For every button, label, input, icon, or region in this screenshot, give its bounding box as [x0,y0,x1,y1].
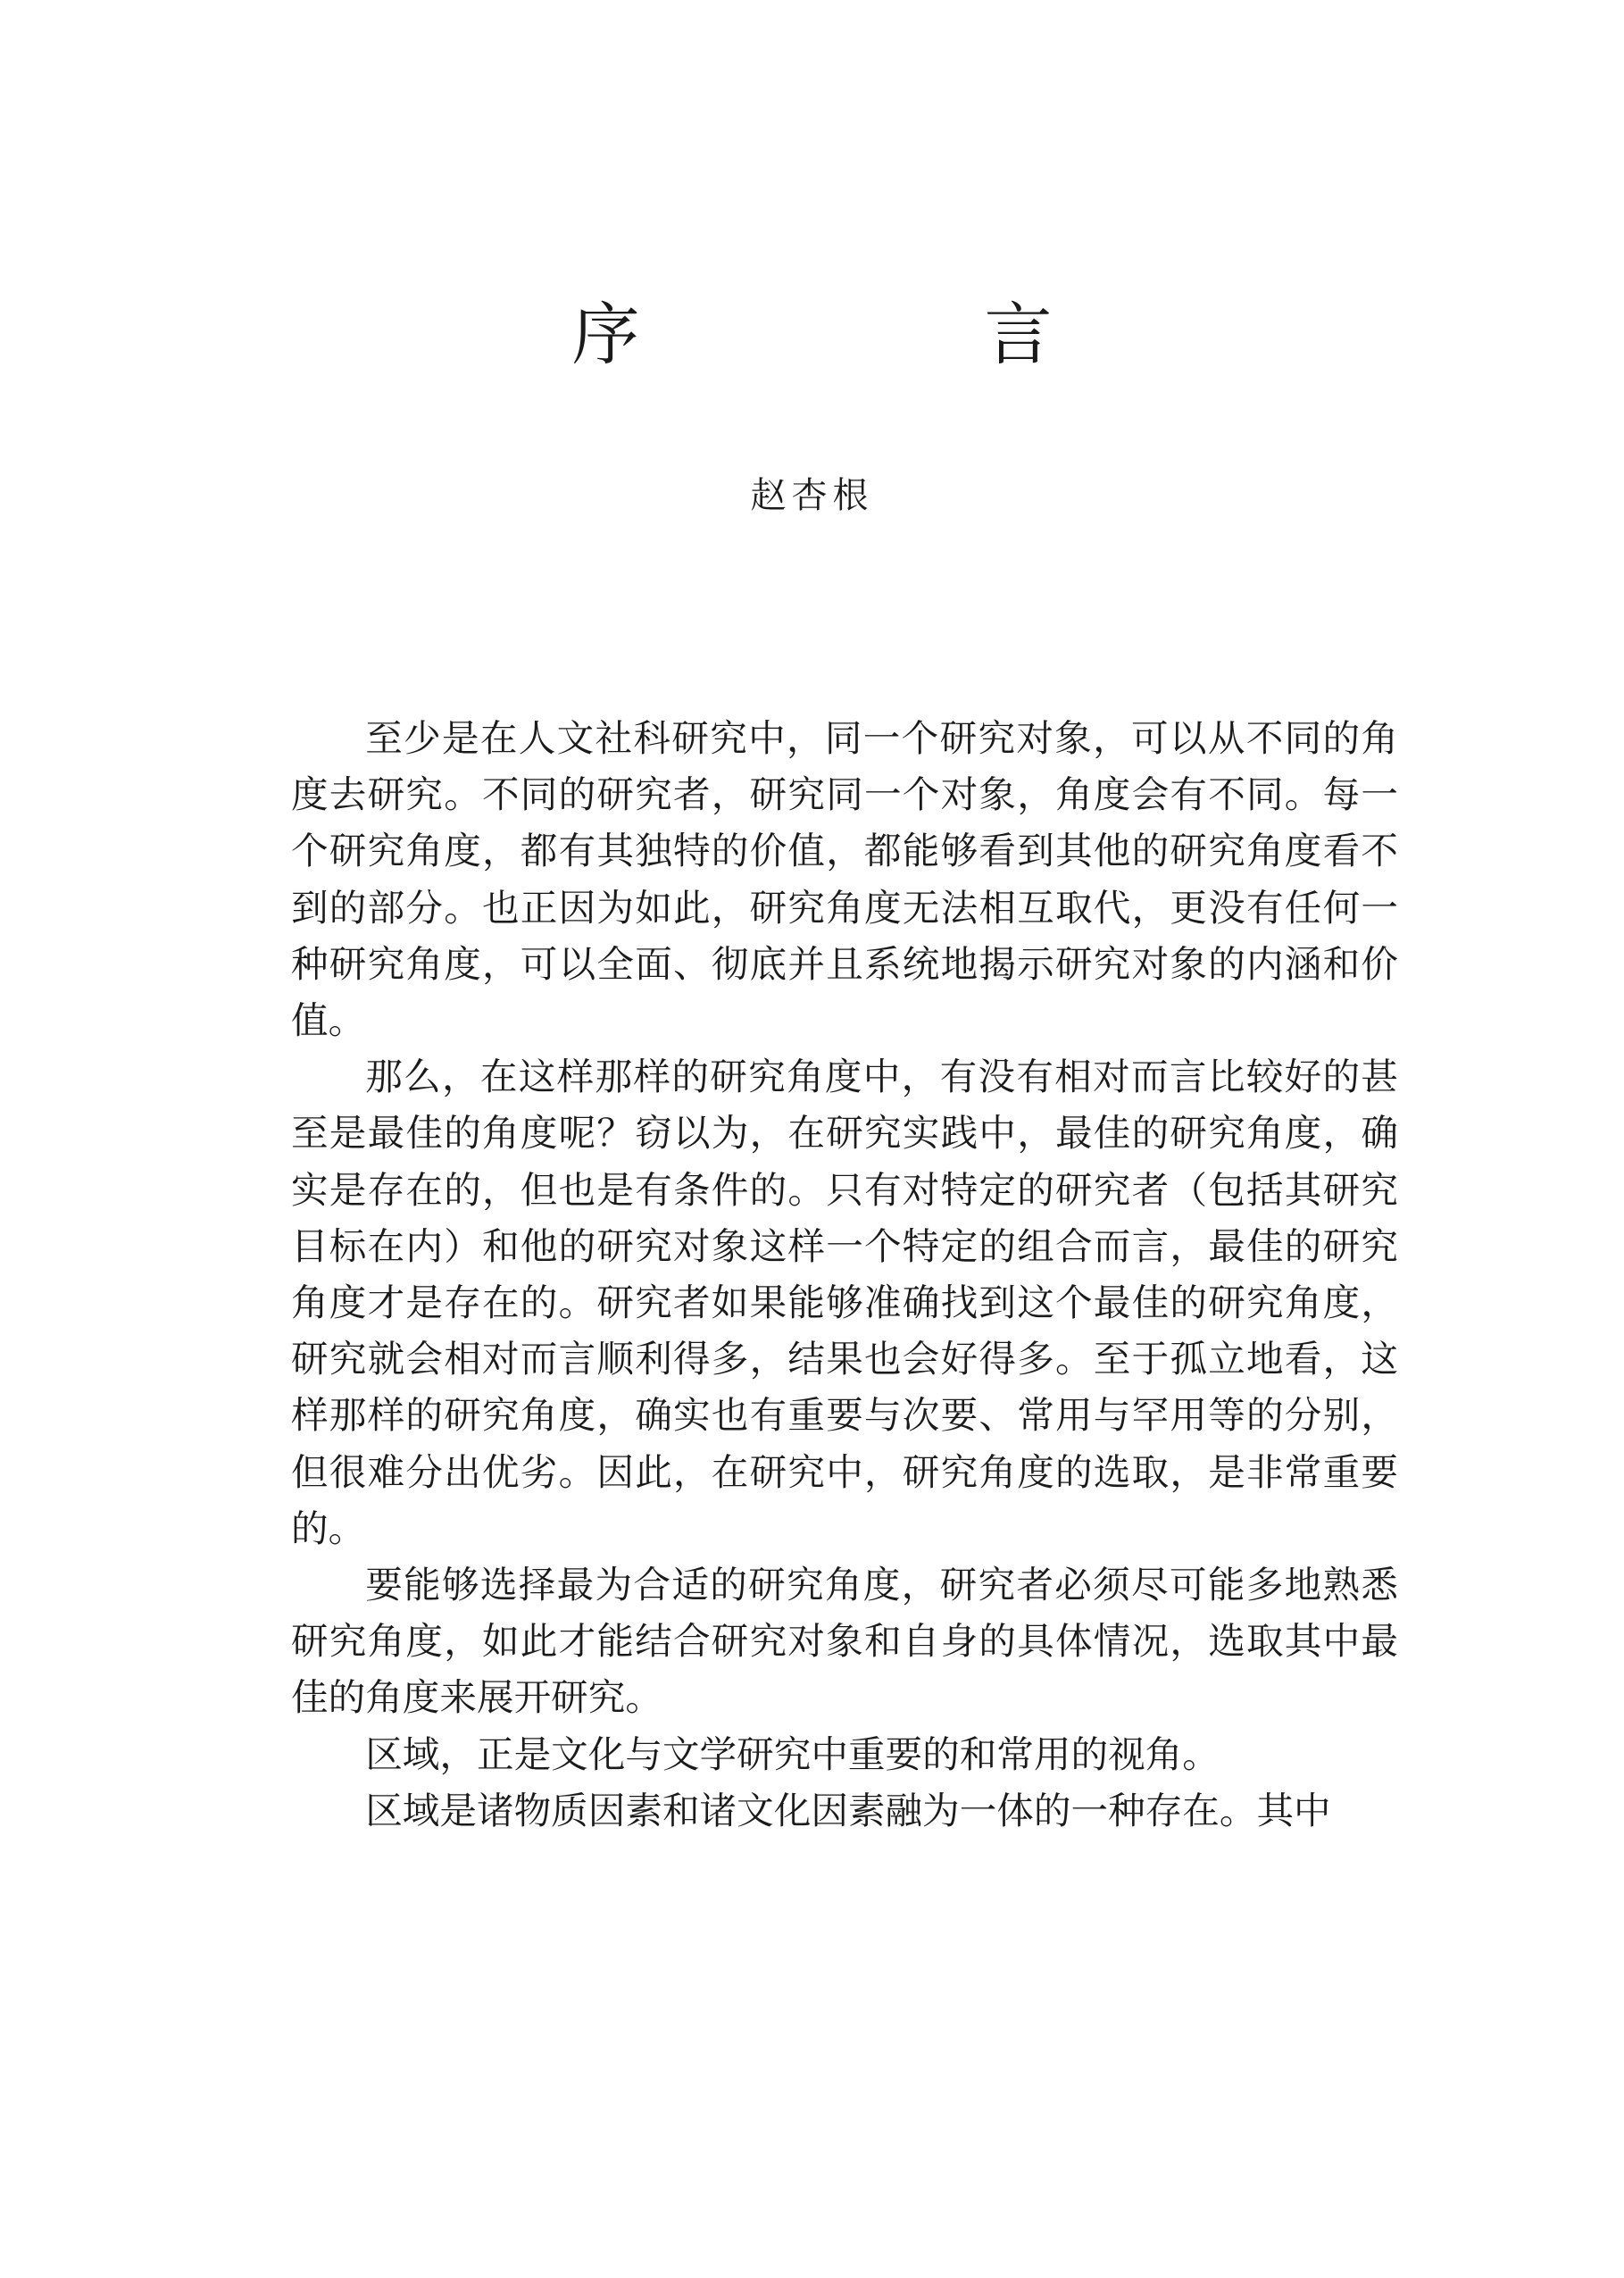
paragraph: 区域，正是文化与文学研究中重要的和常用的视角。 [365,1731,1220,1776]
author-name: 赵杏根 [750,475,874,516]
paragraph: 要能够选择最为合适的研究角度，研究者必须尽可能多地熟悉研究角度，如此才能结合研究对象和自身的具体情况，选取其中最佳的角度来展开研究。 [291,1563,1398,1720]
paragraph: 那么，在这样那样的研究角度中，有没有相对而言比较好的甚至是最佳的角度呢？窃以为，在研究实践中，最佳的研究角度，确实是存在的，但也是有条件的。只有对特定的研究者（包括其研究目标在内）和他的研究对象这样一个特定的组合而言，最佳的研究角度才是存在的。研究者如果能够准确找到这个最佳的研究角度，研究就会相对而言顺利得多，结果也会好得多。至于孤立地看，这样那样的研究角度，确实也有重要与次要、常用与罕用等的分别，但很难分出优劣。因此，在研究中，研究角度的选取，是非常重要的。 [291,1055,1398,1550]
paragraph: 至少是在人文社科研究中，同一个研究对象，可以从不同的角度去研究。不同的研究者，研究同一个对象，角度会有不同。每一个研究角度，都有其独特的价值，都能够看到其他的研究角度看不到的部分。也正因为如此，研究角度无法相互取代，更没有任何一种研究角度，可以全面、彻底并且系统地揭示研究对象的内涵和价值。 [291,716,1398,1043]
page-title: 序 言 [571,295,1191,374]
body-text [291,710,1398,1839]
paragraph: 区域是诸物质因素和诸文化因素融为一体的一种存在。其中 [365,1788,1331,1832]
